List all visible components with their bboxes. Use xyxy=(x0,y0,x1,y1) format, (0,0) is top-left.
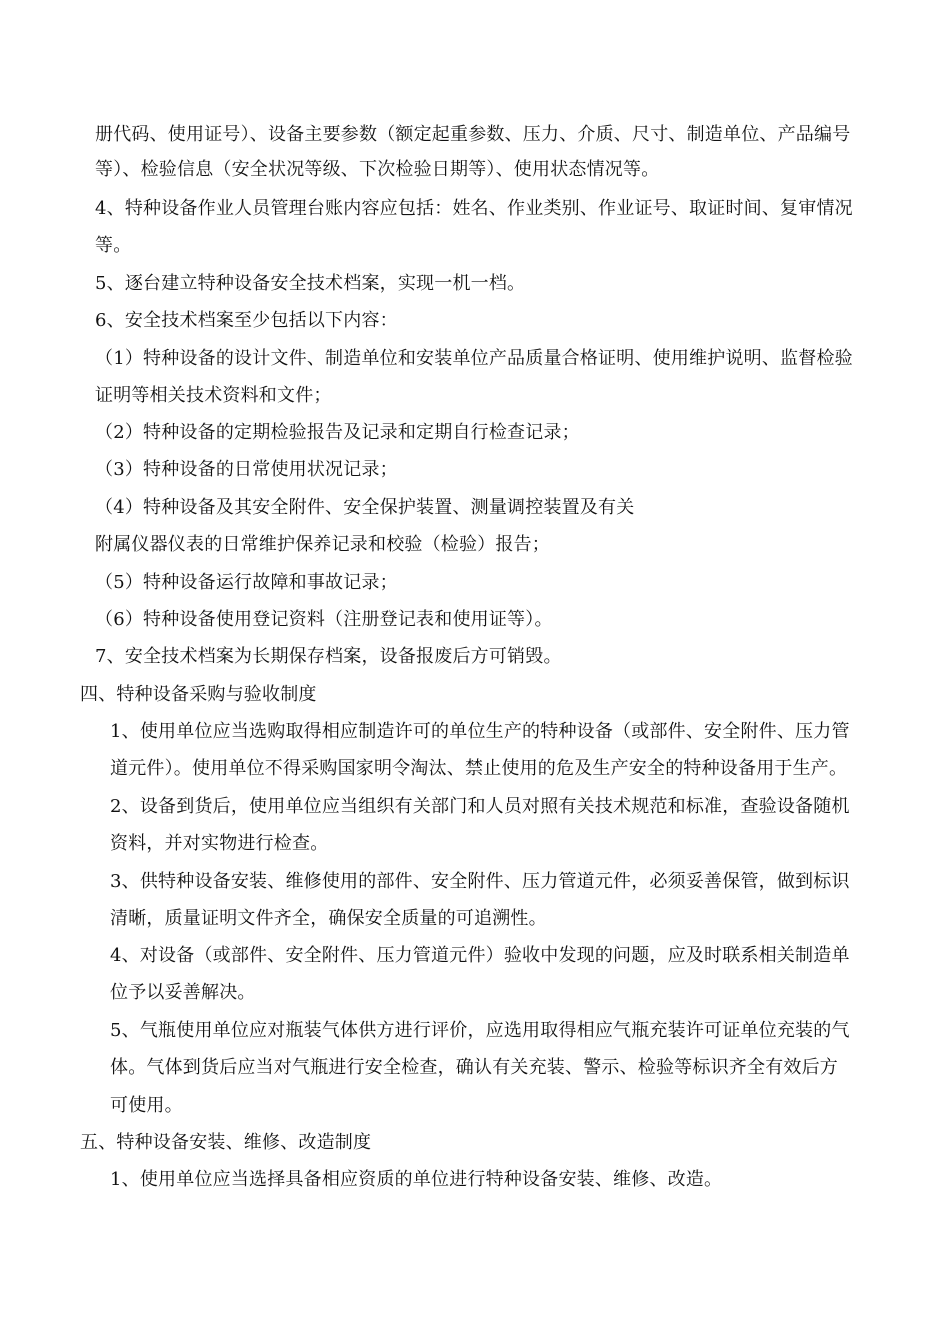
text-line: 资料，并对实物进行检查。 xyxy=(110,833,329,854)
text-line: 2、设备到货后，使用单位应当组织有关部门和人员对照有关技术规范和标准，查验设备随机 xyxy=(110,796,850,817)
text-line: 1、使用单位应当选购取得相应制造许可的单位生产的特种设备（或部件、安全附件、压力管 xyxy=(110,721,850,742)
text-line: 证明等相关技术资料和文件； xyxy=(95,385,332,406)
text-line: （1）特种设备的设计文件、制造单位和安装单位产品质量合格证明、使用维护说明、监督检验 xyxy=(95,348,853,369)
text-line: 道元件）。使用单位不得采购国家明令淘汰、禁止使用的危及生产安全的特种设备用于生产。 xyxy=(110,758,848,779)
text-line: 4、特种设备作业人员管理台账内容应包括：姓名、作业类别、作业证号、取证时间、复审情况 xyxy=(95,198,853,219)
text-line: 6、安全技术档案至少包括以下内容： xyxy=(95,310,398,331)
text-line: 5、气瓶使用单位应对瓶装气体供方进行评价，应选用取得相应气瓶充装许可证单位充装的气 xyxy=(110,1020,850,1041)
text-line: 册代码、使用证号）、设备主要参数（额定起重参数、压力、介质、尺寸、制造单位、产品编号 xyxy=(95,124,851,145)
text-line: 附属仪器仪表的日常维护保养记录和校验（检验）报告； xyxy=(95,534,550,555)
text-line: 1、使用单位应当选择具备相应资质的单位进行特种设备安装、维修、改造。 xyxy=(110,1169,723,1190)
text-line: （5）特种设备运行故障和事故记录； xyxy=(95,572,398,593)
text-line: 体。气体到货后应当对气瓶进行安全检查，确认有关充装、警示、检验等标识齐全有效后方 xyxy=(110,1057,838,1078)
section-heading: 五、特种设备安装、维修、改造制度 xyxy=(80,1132,372,1153)
text-line: 位予以妥善解决。 xyxy=(110,982,256,1003)
text-line: 3、供特种设备安装、维修使用的部件、安全附件、压力管道元件，必须妥善保管，做到标识 xyxy=(110,871,850,892)
text-line: 4、对设备（或部件、安全附件、压力管道元件）验收中发现的问题，应及时联系相关制造单 xyxy=(110,945,850,966)
text-line: （2）特种设备的定期检验报告及记录和定期自行检查记录； xyxy=(95,422,580,443)
text-line: 7、安全技术档案为长期保存档案，设备报废后方可销毁。 xyxy=(95,646,562,667)
text-line: 等）、检验信息（安全状况等级、下次检验日期等）、使用状态情况等。 xyxy=(95,159,660,180)
text-line: 可使用。 xyxy=(110,1095,183,1116)
text-line: （4）特种设备及其安全附件、安全保护装置、测量调控装置及有关 xyxy=(95,497,635,518)
text-line: 清晰，质量证明文件齐全，确保安全质量的可追溯性。 xyxy=(110,908,547,929)
text-line: 等。 xyxy=(95,235,132,256)
text-line: （3）特种设备的日常使用状况记录； xyxy=(95,459,398,480)
text-line: 5、逐台建立特种设备安全技术档案，实现一机一档。 xyxy=(95,273,526,294)
text-line: （6）特种设备使用登记资料（注册登记表和使用证等）。 xyxy=(95,609,553,630)
section-heading: 四、特种设备采购与验收制度 xyxy=(80,684,317,705)
